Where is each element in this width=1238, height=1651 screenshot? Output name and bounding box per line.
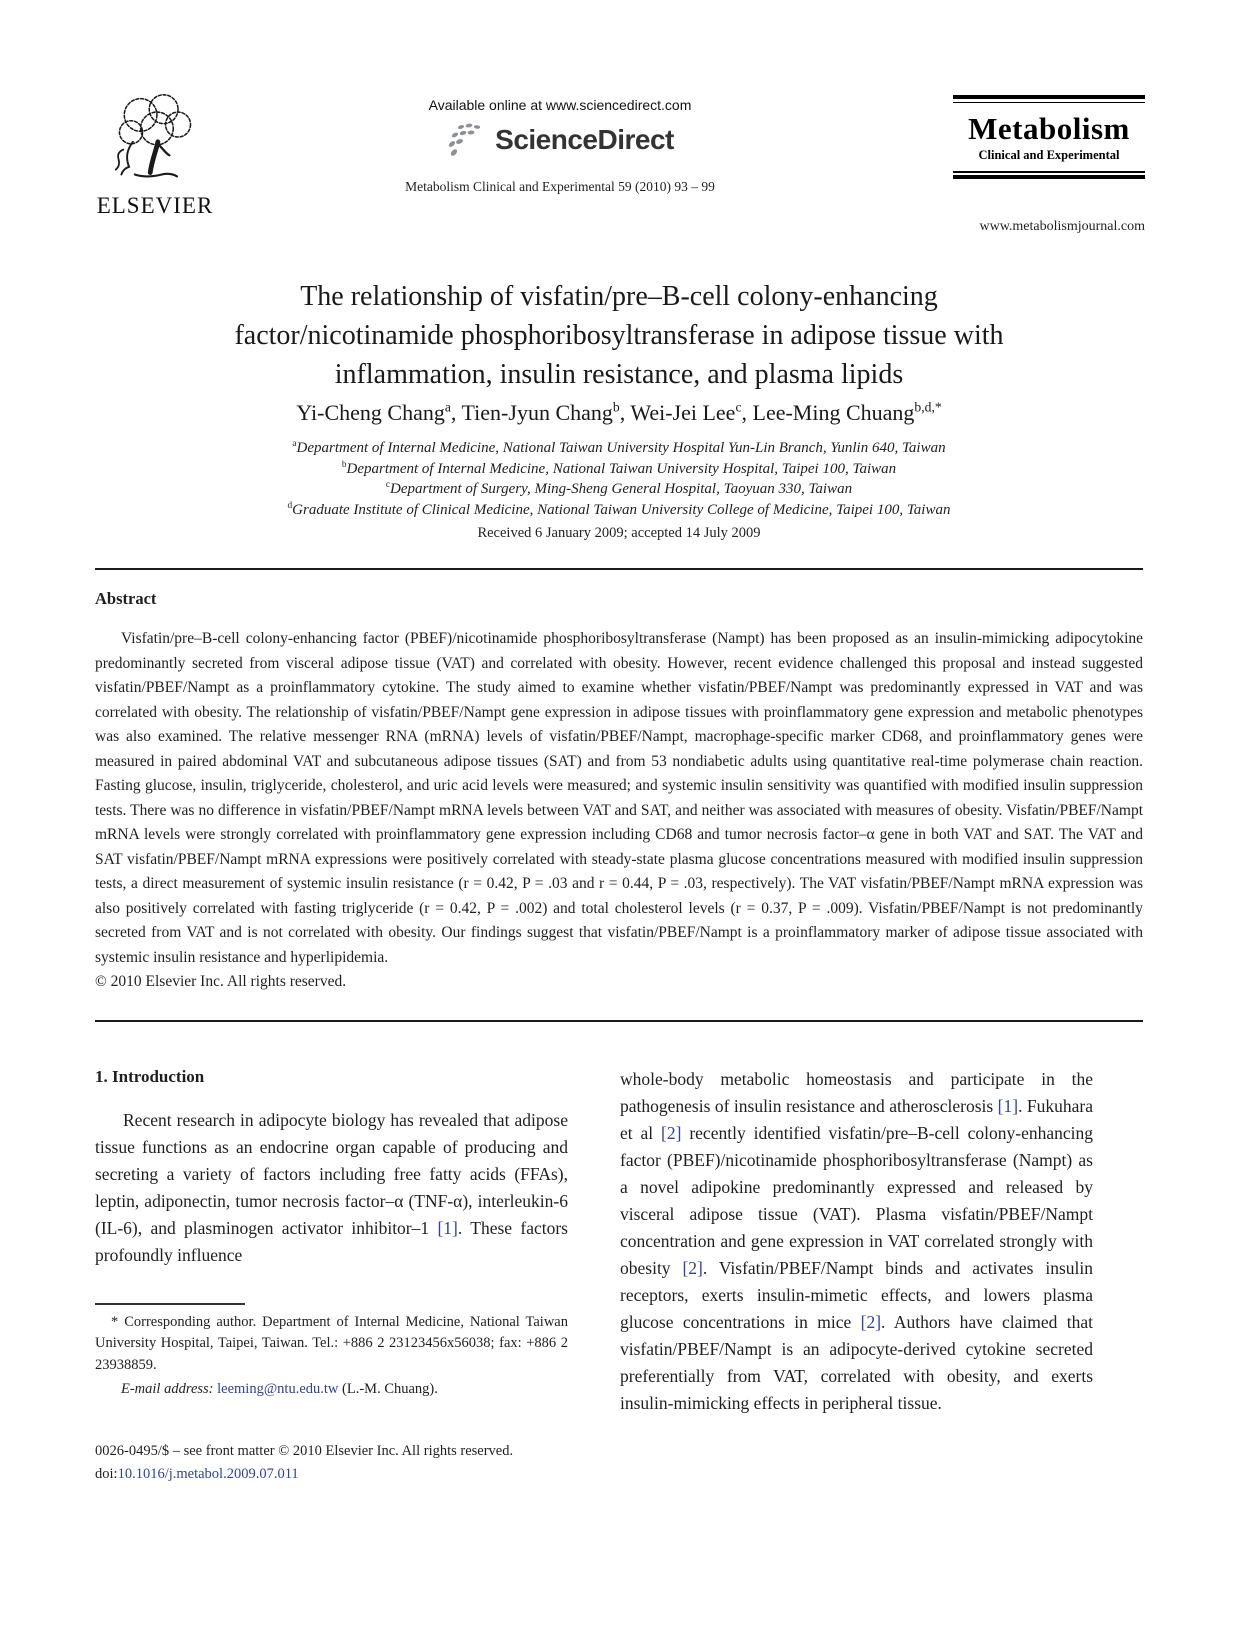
metabolism-subtitle: Clinical and Experimental — [978, 148, 1120, 162]
doi-line — [95, 1463, 615, 1486]
corresponding-author-note: * Corresponding author. Department of Internal Medicine, National Taiwan University Hospital, Taipei, Taiwan. Tel.: +886 2 23123456x56038; fax: +886 2 23938859. — [95, 1313, 568, 1373]
footnote-block — [95, 1303, 568, 1401]
author: Tien-Jyun Chang$^b$, — [461, 399, 631, 425]
metabolism-masthead — [953, 95, 1145, 179]
paragraph-text: Recent research in adipocyte biology has revealed that adipose tissue functions as an endocrine organ capable of producing and secreting a variety of factors including free fatty acids (FFAs), leptin, adiponectin, tumor necrosis factor–α (TNF-α), interleukin-6 (IL-6), and plasminogen activator inhibitor–1 — [95, 1110, 568, 1238]
paragraph-text: . Authors have claimed that visfatin/PBEF/Nampt is an adipocyte-derived cytokine secreted preferentially from VAT, correlated with obesity, and exerts insulin-mimicking effects in peripheral tissue. — [620, 1312, 1093, 1413]
reference-link-2[interactable]: [2] — [860, 1312, 882, 1332]
abstract-heading: Abstract — [95, 589, 157, 608]
email-suffix: (L.-M. Chuang). — [338, 1381, 438, 1398]
affiliation-line: $^a$Department of Internal Medicine, National Taiwan University Hospital Yun-Lin Branch, Yunlin 640, Taiwan — [292, 439, 946, 456]
author: Yi-Cheng Chang$^a$, — [296, 399, 462, 425]
doi-link[interactable]: 10.1016/j.metabol.2009.07.011 — [117, 1466, 299, 1482]
metabolism-title: Metabolism — [968, 111, 1130, 146]
elsevier-logo — [95, 90, 215, 219]
journal-citation-line: Metabolism Clinical and Experimental 59 (2010) 93 – 99 — [405, 179, 715, 194]
reference-link-1[interactable]: [1] — [997, 1096, 1019, 1116]
metabolism-journal-url: www.metabolismjournal.com — [979, 219, 1145, 234]
authors-line — [95, 400, 1143, 426]
reference-link-1[interactable]: [1] — [437, 1218, 458, 1238]
email-label: E-mail address: — [121, 1381, 218, 1398]
divider-above-abstract — [95, 568, 1143, 570]
header-center — [250, 97, 870, 195]
masthead-rule-top-thin — [953, 102, 1145, 104]
email-line — [95, 1379, 568, 1401]
introduction-paragraph-right — [620, 1066, 1093, 1417]
doi-label: doi: — [95, 1466, 118, 1482]
affiliation-line: $^c$Department of Surgery, Ming-Sheng General Hospital, Taoyuan 330, Taiwan — [385, 480, 853, 497]
front-matter-ids — [95, 1440, 615, 1486]
elsevier-tree-icon — [101, 90, 209, 186]
affiliation-line: $^d$Graduate Institute of Clinical Medicine, National Taiwan University College of Medicine, Taipei 100, Taiwan — [287, 500, 951, 518]
reference-link-2[interactable]: [2] — [661, 1123, 682, 1143]
received-dates: Received 6 January 2009; accepted 14 July 2009 — [477, 525, 761, 541]
footnote-rule — [95, 1303, 245, 1305]
elsevier-wordmark: ELSEVIER — [96, 193, 214, 218]
article-title-line2: factor/nicotinamide phosphoribosyltransferase in adipose tissue with — [234, 320, 1004, 351]
introduction-paragraph-left — [95, 1107, 568, 1269]
affiliations — [95, 438, 1143, 520]
left-column — [95, 1063, 568, 1269]
masthead-rule-bottom-thick — [953, 175, 1145, 179]
right-column — [620, 1066, 1093, 1417]
article-title-line3: inflammation, insulin resistance, and plasma lipids — [334, 359, 904, 390]
paragraph-text: whole-body metabolic homeostasis and participate in the pathogenesis of insulin resistance and atherosclerosis — [620, 1069, 1093, 1116]
abstract-text: Visfatin/pre–B-cell colony-enhancing factor (PBEF)/nicotinamide phosphoribosyltransferase (Nampt) has been proposed as an insulin-mimicking adipocytokine predominantly secreted from visceral adipose tissue (VAT) and correlated with obesity. However, recent evidence challenged this proposal and instead suggested visfatin/PBEF/Nampt as a proinflammatory cytokine. The study aimed to examine whether visfatin/PBEF/Nampt was predominantly expressed in VAT and was correlated with obesity. The relationship of visfatin/PBEF/Nampt gene expression in adipose tissues with proinflammatory gene expression and metabolic phenotypes was also examined. The relative messenger RNA (mRNA) levels of visfatin/PBEF/Nampt, macrophage-specific marker CD68, and proinflammatory genes were measured in paired abdominal VAT and subcutaneous adipose tissues (SAT) and from 53 nondiabetic adults using quantitative real-time polymerase chain reaction. Fasting glucose, insulin, triglyceride, cholesterol, and uric acid levels were measured; and systemic insulin sensitivity was quantified with modified insulin suppression tests. There was no difference in visfatin/PBEF/Nampt mRNA levels between VAT and SAT, and neither was associated with measures of obesity. Visfatin/PBEF/Nampt mRNA levels were strongly correlated with proinflammatory gene expression including CD68 and tumor necrosis factor–α gene in both VAT and SAT. The VAT and SAT visfatin/PBEF/Nampt mRNA expressions were positively correlated with steady-state plasma glucose concentrations measured with modified insulin suppression tests, a direct measurement of systemic insulin resistance (r = 0.42, P = .03 and r = 0.44, P = .03, respectively). The VAT visfatin/PBEF/Nampt mRNA expression was also positively correlated with fasting triglyceride (r = 0.42, P = .002) and total cholesterol levels (r = 0.37, P = .009). Visfatin/PBEF/Nampt is not predominantly secreted from VAT and is not correlated with obesity. Our findings suggest that visfatin/PBEF/Nampt is a proinflammatory marker of adipose tissue associated with systemic insulin resistance and hyperlipidemia. — [95, 630, 1143, 966]
email-link[interactable]: leeming@ntu.edu.tw — [217, 1381, 339, 1398]
divider-below-abstract — [95, 1020, 1143, 1022]
sciencedirect-dots-icon — [446, 122, 488, 158]
paragraph-text: . Fukuhara et al — [620, 1096, 1093, 1143]
paragraph-text: recently identified visfatin/pre–B-cell colony-enhancing factor (PBEF)/nicotinamide phosphoribosyltransferase (Nampt) as a novel adipokine predominantly expressed and released by visceral adipose tissue (VAT). Plasma visfatin/PBEF/Nampt concentration and gene expression in VAT correlated strongly with obesity — [620, 1123, 1093, 1278]
paragraph-text: . Visfatin/PBEF/Nampt binds and activates insulin receptors, exerts insulin-mimetic effects, and lowers plasma glucose concentrations in mice — [620, 1258, 1093, 1332]
abstract-copyright: © 2010 Elsevier Inc. All rights reserved. — [95, 973, 347, 990]
issn-line: 0026-0495/$ – see front matter © 2010 Elsevier Inc. All rights reserved. — [95, 1443, 514, 1459]
sciencedirect-logo — [250, 122, 870, 158]
sciencedirect-wordmark: ScienceDirect — [495, 124, 674, 155]
masthead-rule-top-thick — [953, 95, 1145, 99]
masthead-rule-bottom-thin — [953, 171, 1145, 173]
article-title-line1: The relationship of visfatin/pre–B-cell colony-enhancing — [300, 281, 938, 312]
article-title — [95, 277, 1143, 394]
affiliation-line: $^b$Department of Internal Medicine, National Taiwan University Hospital, Taipei 100, Taiwan — [341, 459, 897, 477]
author: Lee-Ming Chuang$^{b,d,*}$ — [752, 399, 942, 425]
paragraph-text: . These factors profoundly influence — [95, 1218, 568, 1265]
introduction-heading: 1. Introduction — [95, 1067, 205, 1086]
abstract-body — [95, 627, 1143, 995]
reference-link-2[interactable]: [2] — [682, 1258, 703, 1278]
author: Wei-Jei Lee$^c$, — [630, 399, 753, 425]
available-online-text: Available online at www.sciencedirect.com — [428, 97, 692, 113]
